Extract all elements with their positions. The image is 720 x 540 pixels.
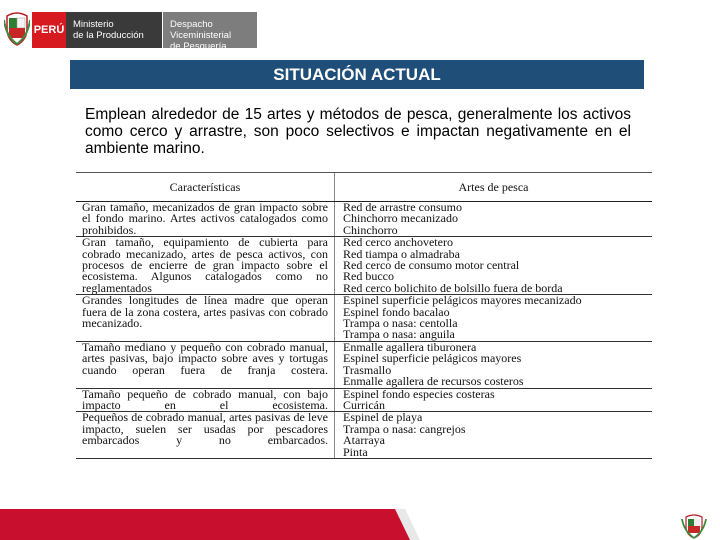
row-characteristic: Gran tamaño, mecanizados de gran impacto sobre el fondo marino. Artes activos catalogados como prohibidos. bbox=[82, 200, 328, 237]
slide-title: SITUACIÓN ACTUAL bbox=[70, 60, 644, 89]
gear-item: Trampa o nasa: cangrejos bbox=[343, 421, 466, 436]
gear-item: Red tiampa o almadraba bbox=[343, 246, 460, 261]
gear-item: Espinel fondo bacalao bbox=[343, 304, 450, 319]
gear-item: Chinchorro mecanizado bbox=[343, 211, 458, 226]
table-row bbox=[76, 202, 652, 237]
gear-item: Espinel fondo especies costeras bbox=[343, 386, 495, 401]
gear-item: Trampa o nasa: anguila bbox=[343, 327, 455, 342]
gear-item: Chinchorro bbox=[343, 222, 398, 237]
row-characteristic: Tamaño mediano y pequeño con cobrado manual, artes pasivas, bajo impacto sobre aves y tortugas cuando operan fuera de franja costera. bbox=[82, 339, 328, 377]
header-characteristics: Características bbox=[169, 179, 241, 194]
gear-item: Espinel superficie pelágicos mayores bbox=[343, 351, 522, 366]
gear-item: Atarraya bbox=[343, 433, 385, 448]
ministry-line2: de la Producción bbox=[73, 30, 144, 41]
intro-paragraph: Emplean alrededor de 15 artes y métodos de pesca, generalmente los activos como cerco y arrastre, son poco selectivos e impactan negativamente en el ambiente marino. bbox=[85, 106, 631, 157]
gear-item: Red cerco anchovetero bbox=[343, 235, 453, 250]
table-row bbox=[76, 237, 652, 295]
table-row bbox=[76, 295, 652, 342]
vice-line2: de Pesquería bbox=[170, 41, 227, 52]
row-gears bbox=[334, 237, 652, 294]
row-characteristic: Grandes longitudes de línea madre que operan fuera de la zona costera, artes pasivas con cobrado mecanizado. bbox=[82, 293, 328, 331]
gear-item: Red cerco bolichito de bolsillo fuera de borda bbox=[343, 280, 563, 295]
row-characteristic: Gran tamaño, equipamiento de cubierta para cobrado mecanizado, artes de pesca activos, con procesos de encierre de gran impacto sobre el ecosistema. Algunos catalogados como no reglamentados bbox=[82, 235, 328, 295]
row-gears bbox=[334, 295, 652, 341]
peru-logo: PERÚ bbox=[32, 12, 66, 48]
gear-item: Curricán bbox=[343, 397, 385, 412]
gear-item: Trampa o nasa: centolla bbox=[343, 316, 458, 331]
row-characteristic: Tamaño pequeño de cobrado manual, con bajo impacto en el ecosistema. bbox=[82, 386, 328, 412]
table-header bbox=[76, 172, 652, 202]
table-row bbox=[76, 386, 652, 413]
row-gears bbox=[334, 202, 652, 236]
gear-item: Trasmallo bbox=[343, 362, 392, 377]
gear-item: Red cerco de consumo motor central bbox=[343, 258, 520, 273]
gear-item: Pinta bbox=[343, 444, 368, 459]
vice-ministry-logo bbox=[163, 12, 257, 52]
gear-item: Espinel de playa bbox=[343, 410, 423, 425]
row-characteristic: Pequeños de cobrado manual, artes pasivas de leve impacto, suelen ser usadas por pescadores embarcados y no embarcados. bbox=[82, 410, 328, 448]
gear-item: Enmalle agallera de recursos costeros bbox=[343, 374, 524, 389]
header bbox=[0, 0, 720, 58]
gear-item: Espinel superficie pelágicos mayores mecanizado bbox=[343, 293, 582, 308]
gear-item: Red de arrastre consumo bbox=[343, 200, 462, 214]
ministry-logo bbox=[66, 12, 162, 48]
footer-coat-of-arms-icon bbox=[680, 513, 708, 539]
footer-banner bbox=[0, 509, 720, 540]
vice-line1: Despacho Viceministerial bbox=[170, 19, 232, 41]
row-gears bbox=[334, 339, 652, 389]
table-row bbox=[76, 339, 652, 389]
table-row bbox=[76, 412, 652, 459]
gear-item: Red bucco bbox=[343, 269, 394, 284]
table-body bbox=[76, 202, 652, 459]
row-gears bbox=[334, 386, 652, 412]
coat-of-arms-icon bbox=[4, 10, 30, 46]
ministry-line1: Ministerio bbox=[73, 19, 114, 30]
gear-item: Enmalle agallera tiburonera bbox=[343, 339, 477, 354]
row-gears bbox=[334, 412, 652, 458]
header-gears: Artes de pesca bbox=[334, 173, 652, 201]
fishing-gear-table bbox=[76, 172, 652, 459]
